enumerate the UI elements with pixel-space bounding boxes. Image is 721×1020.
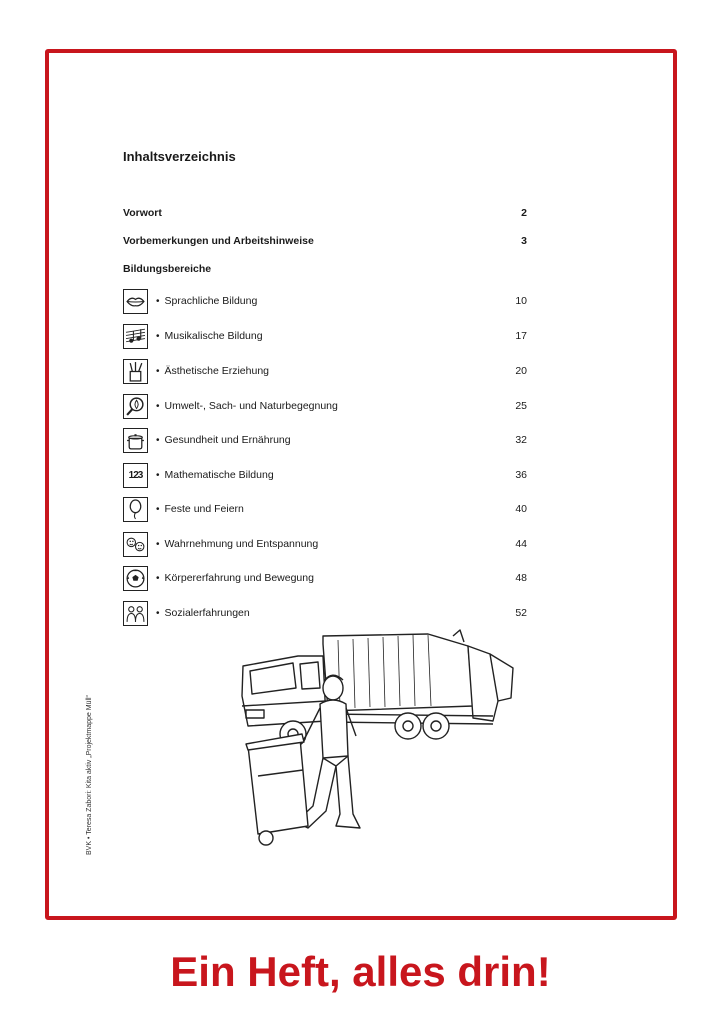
toc-area-sozialerfahrungen[interactable] [123, 600, 527, 626]
toc-area-page: 44 [515, 538, 527, 550]
toc-area-musikalische-bildung[interactable] [123, 323, 527, 349]
bullet: • [156, 503, 160, 515]
toc-area-label: Sozialerfahrungen [164, 607, 250, 619]
toc-area-feste-und-feiern[interactable] [123, 496, 527, 522]
toc-area-label: Wahrnehmung und Entspannung [164, 538, 319, 550]
toc-title: Inhaltsverzeichnis [123, 149, 236, 164]
toc-area-page: 48 [515, 572, 527, 584]
toc-area-koerpererfahrung[interactable] [123, 565, 527, 591]
toc-area-page: 25 [515, 400, 527, 412]
bullet: • [156, 469, 160, 481]
magnifier-leaf-icon [123, 394, 148, 419]
toc-area-label: Gesundheit und Ernährung [164, 434, 291, 446]
bullet: • [156, 434, 160, 446]
music-notes-icon [123, 324, 148, 349]
bullet: • [156, 295, 160, 307]
bullet: • [156, 607, 160, 619]
toc-entry-vorwort[interactable] [123, 207, 527, 219]
brushes-cup-icon [123, 359, 148, 384]
toc-entry-page: 3 [521, 235, 527, 247]
bullet: • [156, 572, 160, 584]
toc-area-label: Musikalische Bildung [164, 330, 263, 342]
toc-area-label: Körpererfahrung und Bewegung [164, 572, 314, 584]
balloon-icon [123, 497, 148, 522]
faces-icon [123, 532, 148, 557]
toc-area-label: Ästhetische Erziehung [164, 365, 269, 377]
toc-entry-page: 2 [521, 207, 527, 219]
toc-area-label: Sprachliche Bildung [164, 295, 258, 307]
toc-area-page: 20 [515, 365, 527, 377]
lips-icon [123, 289, 148, 314]
toc-area-label: Mathematische Bildung [164, 469, 274, 481]
toc-section-label: Bildungsbereiche [123, 263, 212, 275]
toc-area-page: 32 [515, 434, 527, 446]
toc-section-bildungsbereiche [123, 263, 527, 275]
toc-area-gesundheit[interactable] [123, 427, 527, 453]
numbers-icon-text: 123 [128, 469, 143, 481]
people-icon [123, 601, 148, 626]
tagline: Ein Heft, alles drin! [170, 948, 551, 995]
toc-area-wahrnehmung[interactable] [123, 531, 527, 557]
toc-area-page: 36 [515, 469, 527, 481]
toc-area-mathematische-bildung[interactable] [123, 462, 527, 488]
bullet: • [156, 538, 160, 550]
toc-area-page: 52 [515, 607, 527, 619]
credit-line: BVK • Teresa Zabori: Kita aktiv „Projektmappe Müll“ [86, 695, 93, 855]
toc-area-umwelt[interactable] [123, 393, 527, 419]
numbers-icon [123, 463, 148, 488]
toc-area-label: Feste und Feiern [164, 503, 244, 515]
toc-entry-label: Vorbemerkungen und Arbeitshinweise [123, 235, 314, 247]
toc-area-page: 10 [515, 295, 527, 307]
bullet: • [156, 400, 160, 412]
bullet: • [156, 330, 160, 342]
toc-area-page: 40 [515, 503, 527, 515]
toc-area-sprachliche-bildung[interactable] [123, 288, 527, 314]
toc-entry-label: Vorwort [123, 207, 162, 219]
garbage-truck-illustration [228, 626, 528, 861]
toc-area-label: Umwelt-, Sach- und Naturbegegnung [164, 400, 338, 412]
toc-area-aesthetische-erziehung[interactable] [123, 358, 527, 384]
bullet: • [156, 365, 160, 377]
toc-entry-vorbemerkungen[interactable] [123, 235, 527, 247]
cooking-pot-icon [123, 428, 148, 453]
toc-area-page: 17 [515, 330, 527, 342]
football-icon [123, 566, 148, 591]
